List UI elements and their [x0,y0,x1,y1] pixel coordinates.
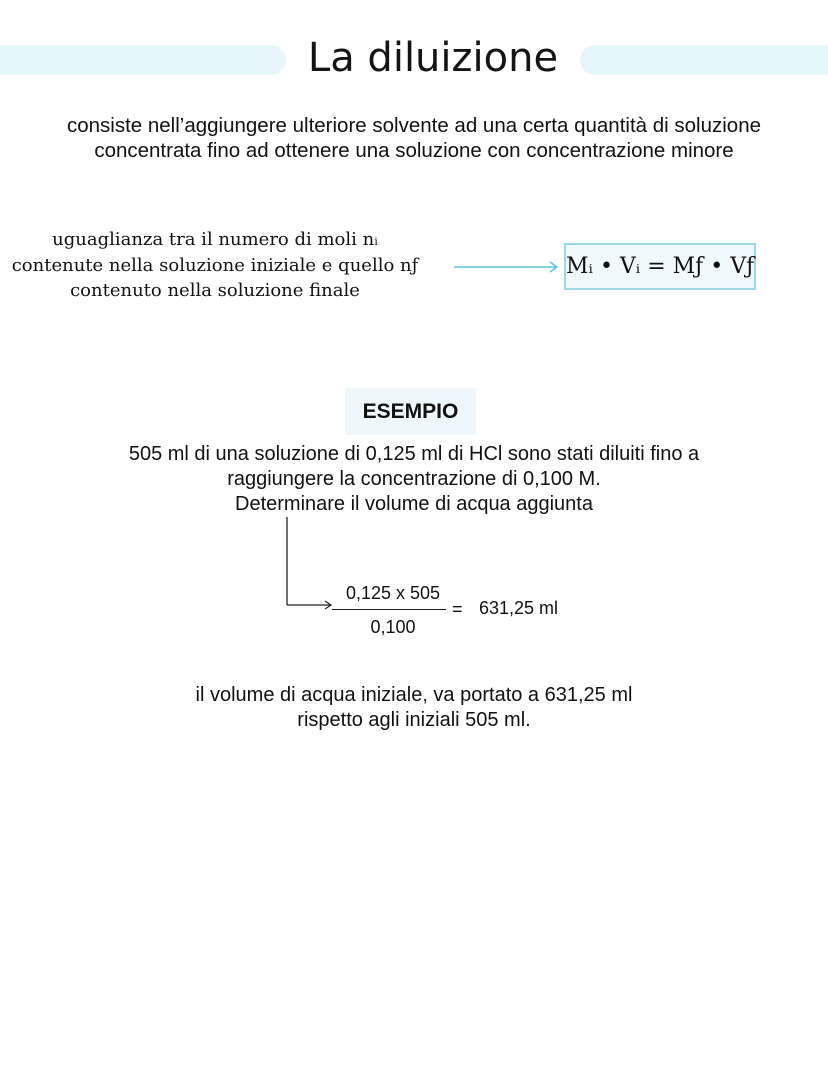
example-line-3: Determinare il volume di acqua aggiunta [235,493,593,515]
equality-line-1: uguaglianza tra il numero di moli nᵢ [52,229,378,250]
example-line-2: raggiungere la concentrazione di 0,100 M. [227,468,601,490]
example-line-1: 505 ml di una soluzione di 0,125 ml di HCl sono stati diluiti fino a [128,443,700,465]
intro-line-2: concentrata fino ad ottenere una soluzione con concentrazione minore [94,139,734,162]
title-decoration-right [580,45,828,75]
fraction-numerator: 0,125 x 505 [345,583,441,603]
example-heading: ESEMPIO [362,400,459,423]
equality-description [0,227,430,304]
page-title: La diluizione [307,35,559,81]
equality-line-2: contenute nella soluzione iniziale e quello nƒ [11,254,419,276]
equals-sign: = [452,599,463,619]
intro-paragraph [0,113,828,163]
fraction-bar [332,609,446,610]
calculation-result: 631,25 ml [479,598,559,618]
dilution-formula: Mᵢ • Vᵢ = Mƒ • Vƒ [564,243,756,290]
title-decoration-left [0,45,286,75]
arrow-right-icon [450,257,564,277]
intro-line-1: consiste nell’aggiungere ulteriore solvente ad una certa quantità di soluzione [66,114,762,137]
conclusion-line-2: rispetto agli iniziali 505 ml. [297,709,531,731]
conclusion-line-1: il volume di acqua iniziale, va portato a 631,25 ml [195,684,633,706]
fraction-denominator: 0,100 [370,617,416,637]
conclusion-paragraph [0,683,828,733]
equality-line-3: contenuto nella soluzione finale [70,280,360,301]
example-problem [0,442,828,517]
